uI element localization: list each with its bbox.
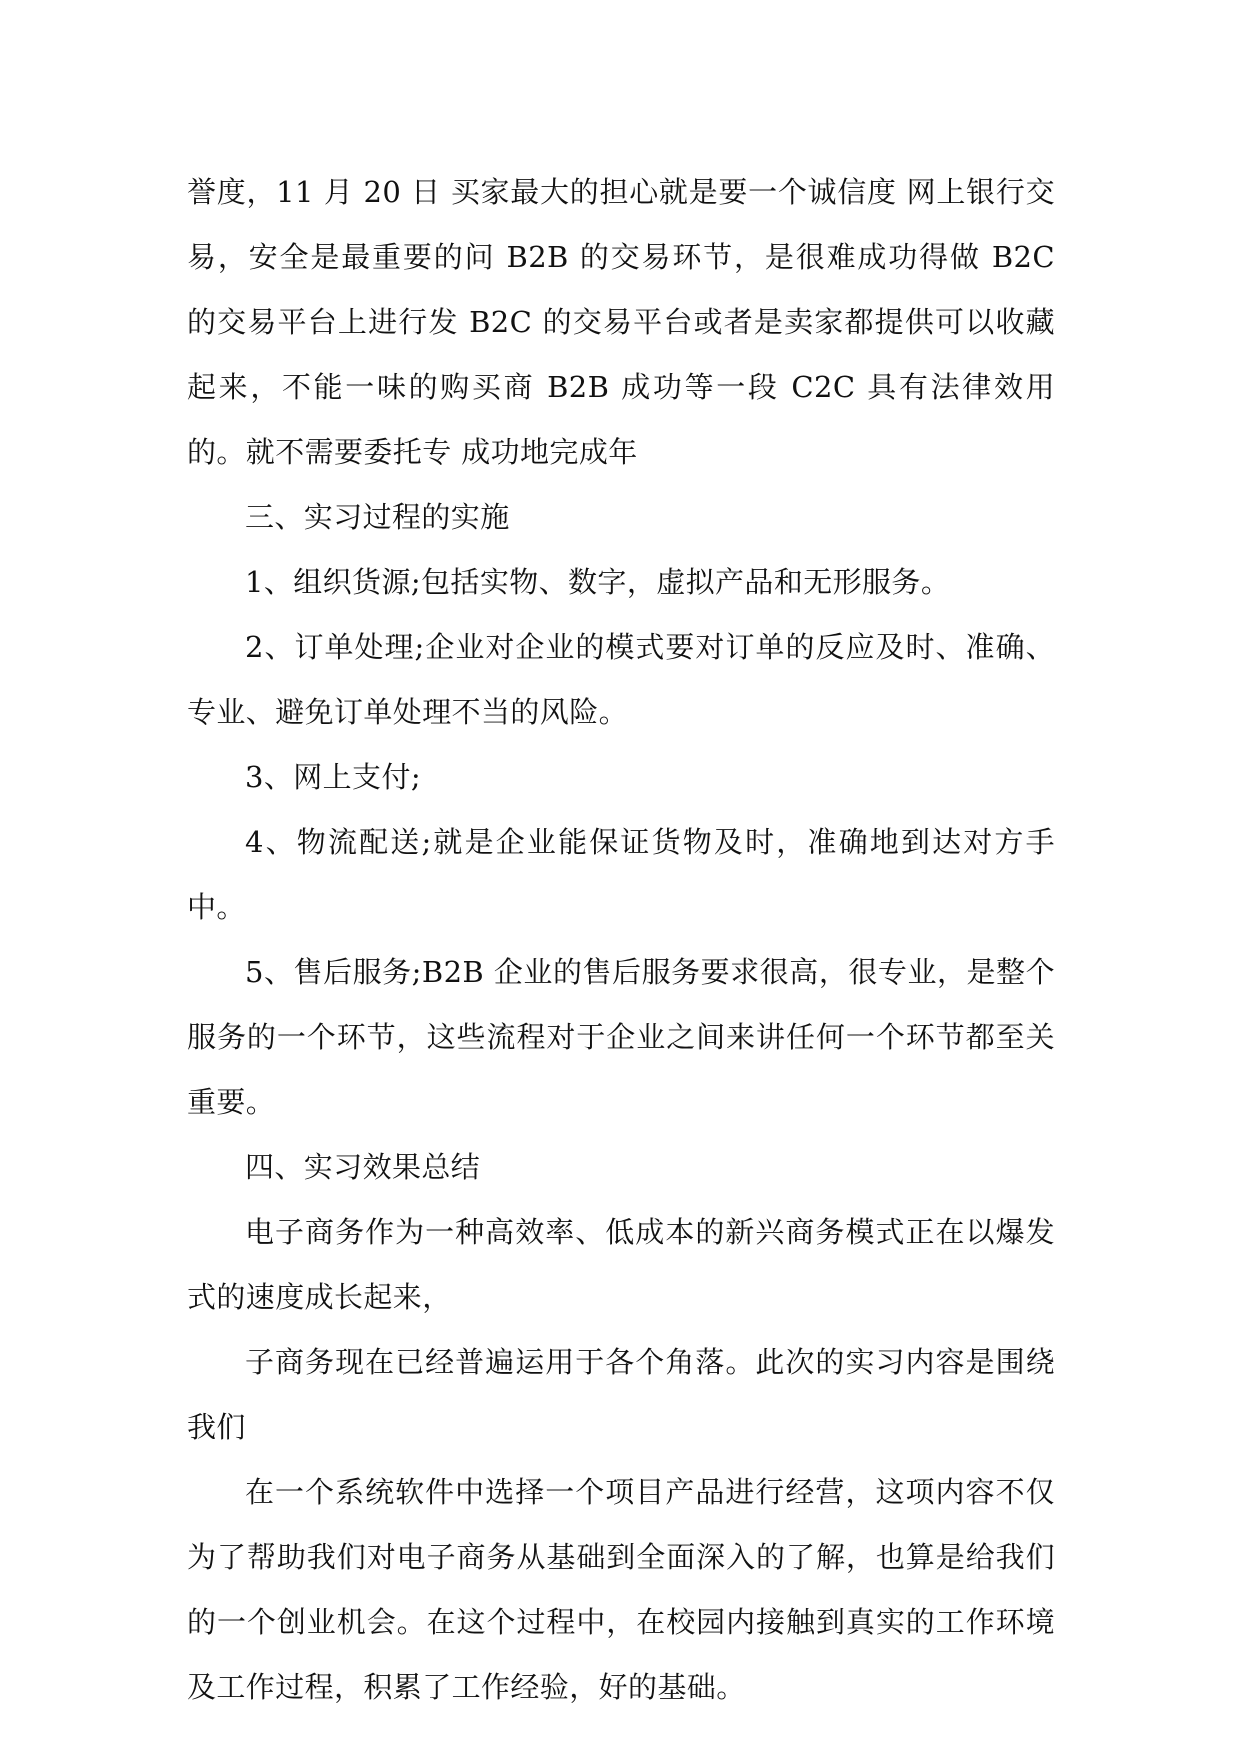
- paragraph-summary-3: 在一个系统软件中选择一个项目产品进行经营，这项内容不仅为了帮助我们对电子商务从基础到全面深入的了解，也算是给我们的一个创业机会。在这个过程中，在校园内接触到真实的工作环境及工作过程，积累了工作经验，好的基础。: [187, 1475, 1055, 1704]
- paragraph-summary-2: 子商务现在已经普遍运用于各个角落。此次的实习内容是围绕我们: [187, 1345, 1055, 1444]
- paragraph-summary-1: 电子商务作为一种高效率、低成本的新兴商务模式正在以爆发式的速度成长起来，: [187, 1215, 1055, 1314]
- section-heading-implementation: 三、实习过程的实施: [245, 500, 510, 534]
- list-item-sourcing: 1、组织货源;包括实物、数字，虚拟产品和无形服务。: [245, 565, 951, 599]
- list-item-online-payment: 3、网上支付;: [245, 760, 422, 794]
- list-item-order-processing: 2、订单处理;企业对企业的模式要对订单的反应及时、准确、专业、避免订单处理不当的风险。: [187, 630, 1055, 729]
- list-item-after-sales: 5、售后服务;B2B 企业的售后服务要求很高，很专业，是整个服务的一个环节，这些流程对于企业之间来讲任何一个环节都至关重要。: [187, 955, 1055, 1119]
- section-heading-summary: 四、实习效果总结: [245, 1150, 481, 1184]
- list-item-logistics: 4、物流配送;就是企业能保证货物及时，准确地到达对方手中。: [187, 825, 1055, 924]
- document-body: [187, 160, 1055, 1720]
- paragraph-intro-continuation: 誉度，11 月 20 日 买家最大的担心就是要一个诚信度 网上银行交易，安全是最重要的问 B2B 的交易环节，是很难成功得做 B2C 的交易平台上进行发 B2C 的交易平台或者是卖家都提供可以收藏起来，不能一味的购买商 B2B 成功等一段 C2C 具有法律效用的。就不需要委托专 成功地完成年: [187, 175, 1055, 469]
